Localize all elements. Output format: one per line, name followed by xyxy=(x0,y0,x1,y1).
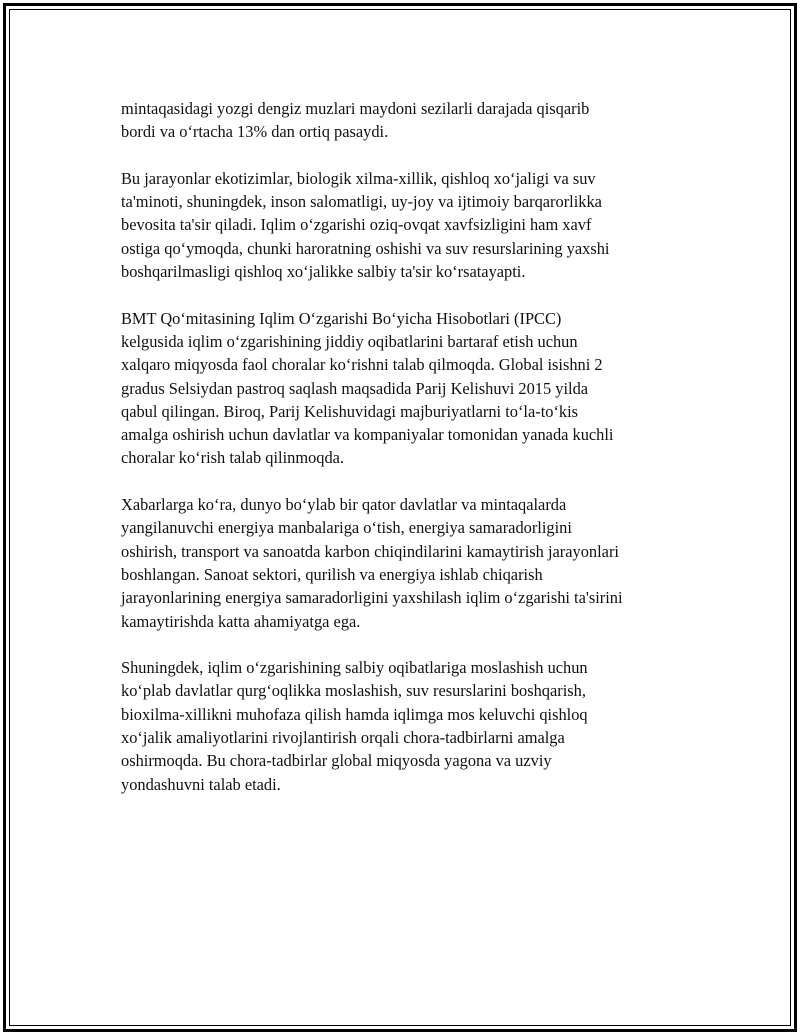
paragraph-ecosystem-impacts: Bu jarayonlar ekotizimlar, biologik xilma-xillik, qishloq xo‘jaligi va suv ta'minoti, shuningdek, inson salomatligi, uy-joy va ijtimoiy barqarorlikka bevosita ta'sir qiladi. Iqlim o‘zgarishi oziq-ovqat xavfsizligini ham xavf ostiga qo‘ymoqda, chunki haroratning oshishi va suv resurslarining yaxshi boshqarilmasligi qishloq xo‘jalikke salbiy ta'sir ko‘rsatayapti. xyxy=(121,168,610,282)
document-body xyxy=(121,97,696,796)
paragraph-adaptation-measures: Shuningdek, iqlim o‘zgarishining salbiy oqibatlariga moslashish uchun ko‘plab davlatlar qurg‘oqlikka moslashish, suv resurslarini boshqarish, bioxilma-xillikni muhofaza qilish hamda iqlimga mos keluvchi qishloq xo‘jalik amaliyotlarini rivojlantirish orqali chora-tadbirlarni amalga oshirmoqda. Bu chora-tadbirlar global miqyosda yagona va uzviy yondashuvni talab etadi. xyxy=(121,658,588,794)
page-frame xyxy=(3,3,797,1032)
paragraph-renewable-energy: Xabarlarga ko‘ra, dunyo bo‘ylab bir qator davlatlar va mintaqalarda yangilanuvchi energiya manbalariga o‘tish, energiya samaradorligini oshirish, transport va sanoatda karbon chiqindilarini kamaytirish jarayonlari boshlangan. Sanoat sektori, qurilish va energiya ishlab chiqarish jarayonlarining energiya samaradorligini yaxshilash iqlim o‘zgarishi ta'sirini kamaytirishda katta ahamiyatga ega. xyxy=(121,495,623,631)
paragraph-ipcc-paris-agreement: BMT Qo‘mitasining Iqlim O‘zgarishi Bo‘yicha Hisobotlari (IPCC) kelgusida iqlim o‘zgarishining jiddiy oqibatlarini bartaraf etish uchun xalqaro miqyosda faol choralar ko‘rishni talab qilmoqda. Global isishni 2 gradus Selsiydan pastroq saqlash maqsadida Parij Kelishuvi 2015 yilda qabul qilingan. Biroq, Parij Kelishuvidagi majburiyatlarni to‘la-to‘kis amalga oshirish uchun davlatlar va kompaniyalar tomonidan yanada kuchli choralar ko‘rish talab qilinmoqda. xyxy=(121,308,614,468)
paragraph-sea-ice: mintaqasidagi yozgi dengiz muzlari maydoni sezilarli darajada qisqarib bordi va o‘rtacha 13% dan ortiq pasaydi. xyxy=(121,99,590,142)
